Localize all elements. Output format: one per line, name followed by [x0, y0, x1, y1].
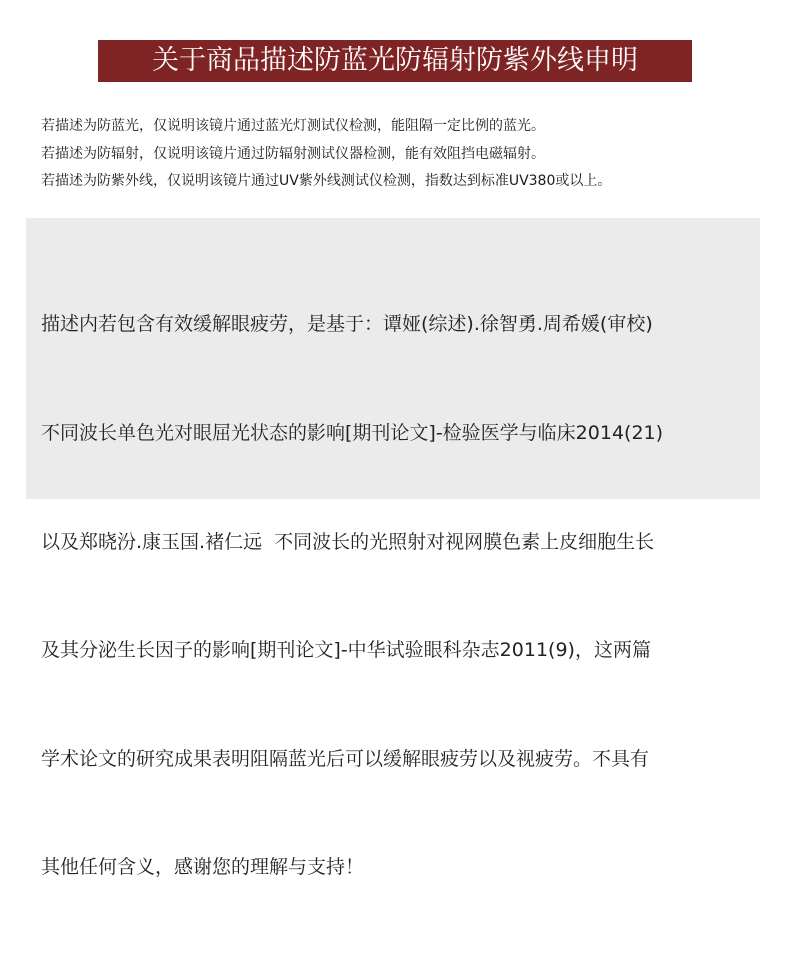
research-statement-text	[41, 234, 753, 958]
note-anti-blue-light: 若描述为防蓝光，仅说明该镜片通过蓝光灯测试仪检测，能阻隔一定比例的蓝光。	[41, 118, 545, 134]
statement-line: 以及郑晓汾.康玉国.褚仁远 不同波长的光照射对视网膜色素上皮细胞生长	[41, 530, 655, 553]
note-anti-uv: 若描述为防紫外线，仅说明该镜片通过UV紫外线测试仪检测，指数达到标准UV380或以上。	[41, 173, 612, 189]
page-title-banner: 关于商品描述防蓝光防辐射防紫外线申明	[98, 40, 692, 82]
note-anti-radiation: 若描述为防辐射，仅说明该镜片通过防辐射测试仪器检测，能有效阻挡电磁辐射。	[41, 145, 545, 162]
research-statement-box	[26, 218, 760, 879]
statement-line: 其他任何含义，感谢您的理解与支持！	[41, 856, 365, 879]
statement-line: 不同波长单色光对眼屈光状态的影响[期刊论文]-检验医学与临床2014(21)	[41, 422, 664, 445]
statement-line: 及其分泌生长因子的影响[期刊论文]-中华试验眼科杂志2011(9)，这两篇	[41, 639, 651, 662]
statement-line: 描述内若包含有效缓解眼疲劳，是基于：谭娅(综述).徐智勇.周希媛(审校)	[41, 313, 653, 336]
statement-line: 学术论文的研究成果表明阻隔蓝光后可以缓解眼疲劳以及视疲劳。不具有	[41, 747, 650, 770]
disclaimer-notes	[41, 113, 761, 196]
